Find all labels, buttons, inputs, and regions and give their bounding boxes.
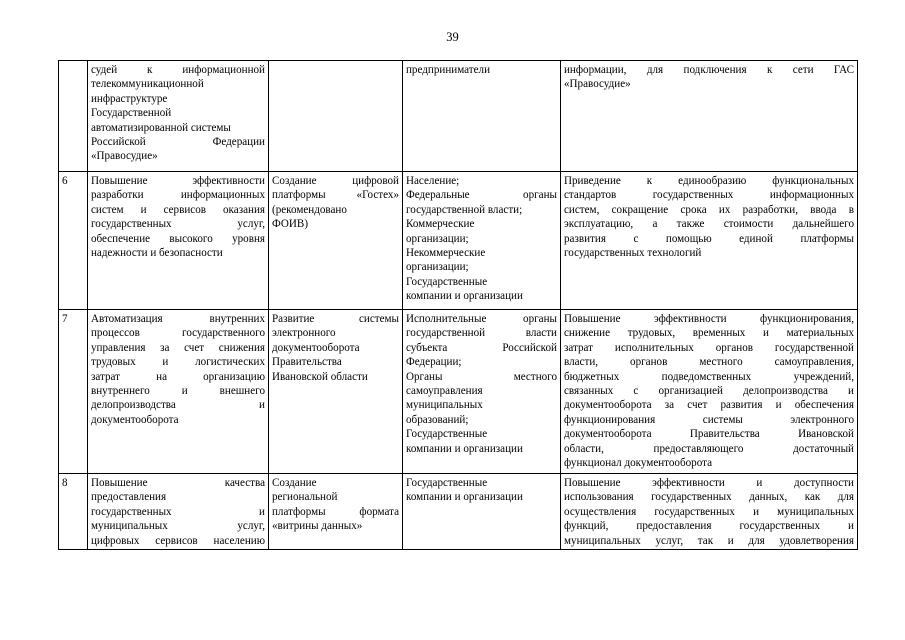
cell-line: управления за счет снижения (91, 341, 265, 354)
cell-line: стандартов государственных информационных (564, 189, 854, 202)
cell-line: затрат исполнительных органов государственной (564, 341, 854, 354)
cell-line: систем и сервисов оказания (91, 203, 265, 216)
goal-cell (88, 61, 269, 172)
cell-line: платформы формата (272, 505, 399, 518)
cell-line: снижение трудовых, временных и материальных (564, 327, 854, 340)
cell-line: функций, предоставления государственных и (564, 520, 854, 533)
cell-line: муниципальных услуг, (91, 520, 265, 533)
cell-line: Развитие системы (272, 313, 399, 325)
cell-line: Государственные (406, 477, 488, 489)
cell-line: компании и организации (406, 491, 523, 504)
cell-line: документооборота за счет развития и обеспечения (564, 399, 854, 412)
cell-line: ФОИВ) (272, 218, 309, 231)
cell-line: региональной (272, 491, 338, 504)
cell-line: «Правосудие» (91, 150, 158, 163)
cell-line: Некоммерческие (406, 247, 486, 260)
stakeholders-cell (403, 172, 561, 310)
cell-line: «Правосудие» (564, 78, 631, 91)
cell-line: Повышение качества (91, 477, 265, 489)
cell-line: Федеральные органы (406, 189, 557, 202)
table-row (59, 61, 858, 172)
cell-line: документооборота (91, 413, 179, 426)
cell-line: Органы местного (406, 370, 557, 383)
cell-line: трудовых и логистических (91, 356, 265, 369)
cell-line: Государственной (91, 107, 172, 120)
cell-line: развития с помощью единой платформы (564, 232, 854, 245)
cell-line: «витрины данных» (272, 520, 363, 533)
cell-line: (рекомендовано (272, 203, 347, 216)
cell-line: Коммерческие (406, 218, 475, 231)
cell-line: осуществления государственных и муниципальных (564, 505, 854, 518)
stakeholders-cell (403, 310, 561, 474)
cell-line: Ивановской области (272, 370, 368, 383)
cell-line: организации; (406, 232, 469, 245)
cell-line: Приведение к единообразию функциональных (564, 175, 854, 187)
cell-line: власти, органов местного самоуправления, (564, 356, 854, 369)
cell-line: предприниматели (406, 64, 491, 76)
cell-line: Повышение эффективности функционирования, (564, 313, 854, 325)
cell-line: Население; (406, 175, 460, 187)
cell-line: затрат на организацию (91, 370, 265, 383)
cell-line: функционал документооборота (564, 457, 713, 470)
project-cell (269, 310, 403, 474)
cell-line: Повышение эффективности и доступности (564, 477, 854, 489)
cell-line: Повышение эффективности (91, 175, 265, 187)
cell-line: Правительства (272, 356, 342, 369)
cell-line: Государственные (406, 275, 488, 288)
cell-line: судей к информационной (91, 64, 265, 76)
cell-line: компании и организации (406, 290, 523, 303)
effect-cell (561, 474, 858, 550)
cell-line: муниципальных (406, 399, 483, 412)
cell-line: государственных и (91, 505, 265, 518)
project-cell (269, 61, 403, 172)
cell-line: делопроизводства и (91, 399, 265, 412)
table-row (59, 310, 858, 474)
goal-cell (88, 172, 269, 310)
cell-line: обеспечение высокого уровня (91, 232, 265, 245)
effect-cell (561, 61, 858, 172)
cell-line: автоматизированной системы (91, 121, 231, 134)
cell-line: Федерации; (406, 356, 462, 369)
cell-line: телекоммуникационной (91, 78, 204, 91)
cell-line: систем, сокращение срока их разработки, ввода в (564, 203, 854, 216)
effect-cell (561, 172, 858, 310)
cell-line: области, предоставляющего достаточный (564, 442, 854, 455)
cell-line: Государственные (406, 428, 488, 441)
project-cell (269, 172, 403, 310)
cell-line: электронного (272, 327, 336, 340)
measures-table (58, 60, 858, 550)
cell-line: инфраструктуре (91, 92, 168, 105)
row-number (59, 61, 88, 172)
cell-line: субъекта Российской (406, 341, 557, 354)
cell-line: разработки информационных (91, 189, 265, 202)
cell-line: надежности и безопасности (91, 247, 223, 260)
cell-line: Создание (272, 477, 317, 489)
table-row (59, 172, 858, 310)
row-number: 8 (59, 474, 88, 550)
cell-line: функционирования системы электронного (564, 413, 854, 426)
goal-cell (88, 310, 269, 474)
cell-line: Российской Федерации (91, 136, 265, 149)
cell-line: внутреннего и внешнего (91, 385, 265, 398)
cell-line: информации, для подключения к сети ГАС (564, 64, 854, 76)
row-number: 7 (59, 310, 88, 474)
cell-line: цифровых сервисов населению (91, 534, 265, 547)
effect-cell (561, 310, 858, 474)
cell-line: Создание цифровой (272, 175, 399, 187)
cell-line: связанных с организацией делопроизводства и (564, 385, 854, 398)
stakeholders-cell (403, 61, 561, 172)
cell-line: организации; (406, 261, 469, 274)
cell-line: эксплуатацию, а также стоимости дальнейшего (564, 218, 854, 231)
cell-line: образований; (406, 413, 469, 426)
project-cell (269, 474, 403, 550)
cell-line: государственных технологий (564, 247, 702, 260)
table-row (59, 474, 858, 550)
cell-line: Исполнительные органы (406, 313, 557, 325)
cell-line: использования государственных данных, как для (564, 491, 854, 504)
goal-cell (88, 474, 269, 550)
cell-line: государственной власти (406, 327, 557, 340)
cell-line: государственной власти; (406, 203, 523, 216)
cell-line: компании и организации (406, 442, 523, 455)
cell-line: документооборота (272, 341, 360, 354)
page-number: 39 (446, 30, 459, 44)
cell-line: бюджетных подведомственных учреждений, (564, 370, 854, 383)
cell-line: Автоматизация внутренних (91, 313, 265, 325)
cell-line: государственных услуг, (91, 218, 265, 231)
cell-line: предоставления (91, 491, 167, 504)
cell-line: документооборота Правительства Ивановской (564, 428, 854, 441)
cell-line: платформы «Гостех» (272, 189, 399, 202)
cell-line: муниципальных услуг, так и для удовлетворения (564, 534, 854, 547)
cell-line: процессов государственного (91, 327, 265, 340)
row-number: 6 (59, 172, 88, 310)
stakeholders-cell (403, 474, 561, 550)
cell-line: самоуправления (406, 385, 483, 398)
